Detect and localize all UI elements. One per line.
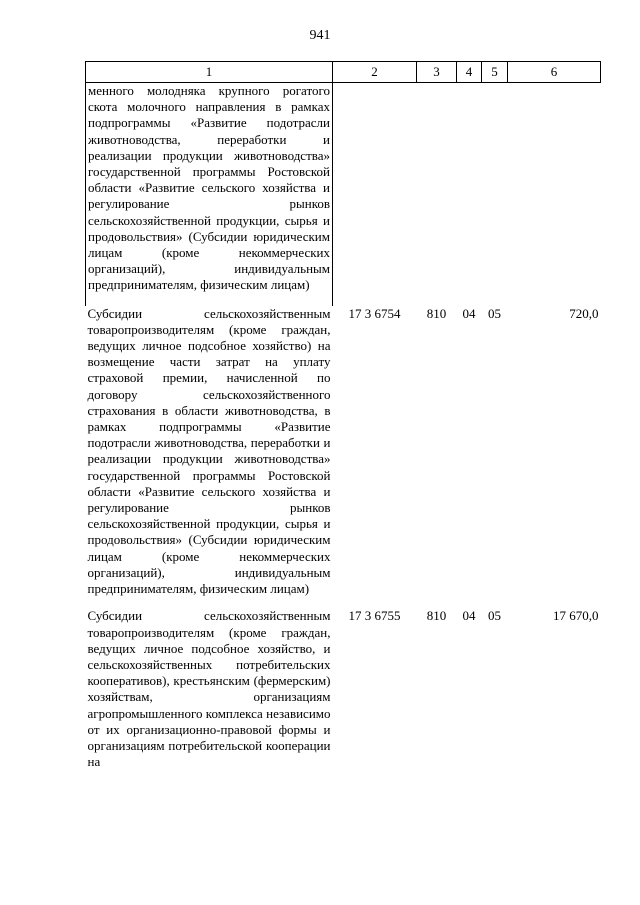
row-amount <box>508 83 601 306</box>
row-code <box>333 83 417 306</box>
row-rz <box>457 83 482 306</box>
row-description: Субсидии сельскохозяйственным товаропроизводителям (кроме граждан, ведущих личное подсобное хозяйство, и сельскохозяйственных потребительских кооперативов), крестьянским (фермерским) хозяйствам, организациям агропромышленного комплекса независимо от их организационно-правовой формы и организациям потребительской кооперации на <box>87 608 331 770</box>
budget-table <box>85 61 601 781</box>
row-description: Субсидии сельскохозяйственным товаропроизводителям (кроме граждан, ведущих личное подсобное хозяйство) на возмещение части затрат на уплату страховой премии, начисленной по договору сельскохозяйственного страхования в области животноводства, в рамках подпрограммы «Развитие подотрасли животноводства, переработки и реализации продукции животноводства» государственной программы Ростовской области «Развитие сельского хозяйства и регулирование рынков сельскохозяйственной продукции, сырья и продовольствия» (Субсидии юридическим лицам (кроме некоммерческих организаций), индивидуальным предпринимателям, физическим лицам) <box>87 305 331 597</box>
row-code: 17 3 6755 <box>348 608 401 624</box>
row-vr <box>417 83 457 306</box>
row-rz: 04 <box>462 305 476 321</box>
row-description: менного молодняка крупного рогатого скота молочного направления в рамках подпрограммы «Развитие подотрасли животноводства, переработки и реализации продукции животноводства» государственной программы Ростовской области «Развитие сельского хозяйства и регулирование рынков сельскохозяйственной продукции, сырья и продовольствия» (Субсидии юридическим лицам (кроме некоммерческих организаций), индивидуальным предпринимателям, физическим лицам) <box>86 83 333 306</box>
table-row <box>86 306 601 609</box>
row-amount: 720,0 <box>569 305 599 321</box>
row-vr: 810 <box>426 305 447 321</box>
table-row <box>86 83 601 306</box>
row-vr: 810 <box>426 608 447 624</box>
row-pr <box>482 83 508 306</box>
column-header: 4 <box>457 62 482 83</box>
column-header: 3 <box>417 62 457 83</box>
row-amount: 17 670,0 <box>553 608 599 624</box>
column-header: 1 <box>86 62 333 83</box>
table-row <box>86 608 601 781</box>
row-code: 17 3 6754 <box>348 305 401 321</box>
page-number: 941 <box>309 28 331 43</box>
row-pr: 05 <box>488 305 501 321</box>
column-header: 5 <box>482 62 508 83</box>
row-rz: 04 <box>462 608 476 624</box>
column-header: 2 <box>333 62 417 83</box>
column-header: 6 <box>508 62 601 83</box>
table-header <box>86 62 601 83</box>
row-pr: 05 <box>488 608 501 624</box>
